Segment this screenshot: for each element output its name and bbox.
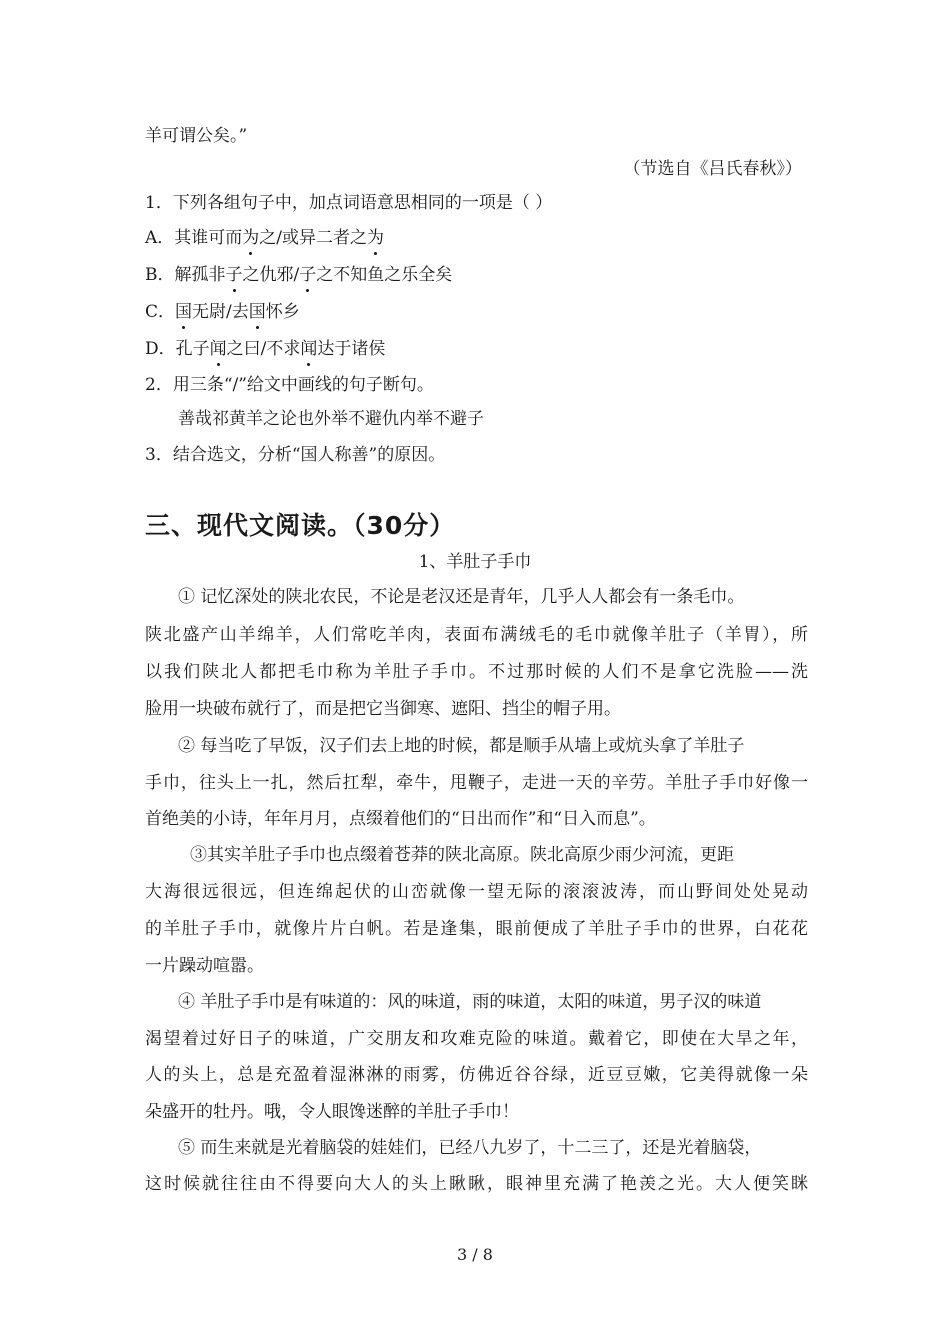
option-text: C． [145, 302, 176, 322]
paragraph-line: 这时候就往往由不得要向大人的头上瞅瞅，眼神里充满了艳羡之光。大人便笑眯 [145, 1174, 808, 1194]
option-d [145, 337, 385, 361]
option-text: 之仇邪/ [242, 265, 300, 285]
option-text: 之曰/不求 [226, 339, 301, 359]
paragraph-line: 首绝美的小诗，年年月月，点缀着他们的“日出而作”和“日入而息”。 [145, 809, 656, 829]
article-title: 1、羊肚子手巾 [418, 552, 532, 572]
dotted-word: 国 [175, 302, 193, 322]
option-text: D．孔子 [145, 339, 210, 359]
dotted-word: 子 [225, 265, 243, 285]
paragraph-line: 人的头上，总是充盈着湿淋淋的雨雾，仿佛近谷谷绿，近豆豆嫩，它美得就像一朵 [145, 1065, 808, 1085]
option-c [145, 300, 300, 324]
option-text: 怀乡 [265, 302, 300, 322]
paragraph-line: 渴望着过好日子的味道，广交朋友和攻难克险的味道。戴着它，即使在大旱之年， [145, 1029, 808, 1049]
dotted-word: 闻 [300, 339, 318, 359]
paragraph-line: 脸用一块破布就行了，而是把它当御寒、遮阳、挡尘的帽子用。 [145, 699, 621, 719]
question-3: 3．结合选文，分析“国人称善”的原因。 [145, 445, 446, 465]
paragraph-line: ① 记忆深处的陕北农民，不论是老汉还是青年，几乎人人都会有一条毛巾。 [178, 587, 745, 607]
option-a [145, 226, 384, 250]
dotted-word: 闻 [209, 339, 227, 359]
paragraph-line: 大海很远很远，但连绵起伏的山峦就像一望无际的滚滚波涛，而山野间处处晃动 [145, 882, 808, 902]
question-2-sentence: 善哉祁黄羊之论也外举不避仇内举不避子 [178, 409, 484, 429]
option-text: A．其谁可而 [145, 228, 243, 248]
paragraph-line: ⑤ 而生来就是光着脑袋的娃娃们，已经八九岁了，十二三了，还是光着脑袋， [178, 1138, 762, 1158]
previous-text-end: 羊可谓公矣。” [145, 126, 248, 146]
paragraph-line: ④ 羊肚子手巾是有味道的：风的味道，雨的味道，太阳的味道，男子汉的味道 [178, 992, 762, 1012]
option-text: B．解孤非 [145, 265, 226, 285]
source-citation: （节选自《吕氏春秋》） [623, 159, 802, 179]
dotted-word: 子 [299, 265, 317, 285]
paragraph-line: 陕北盛产山羊绵羊，人们常吃羊肉，表面布满绒毛的毛巾就像羊肚子（羊胃），所 [145, 625, 808, 645]
option-text: 达于诸侯 [317, 339, 386, 359]
paragraph-line: 朵盛开的牡丹。哦，令人眼馋迷醉的羊肚子手巾！ [145, 1102, 519, 1122]
section-heading: 三、现代文阅读。（30分） [145, 511, 456, 540]
paragraph-line: 以我们陕北人都把毛巾称为羊肚子手巾。不过那时候的人们不是拿它洗脸——洗 [145, 662, 808, 682]
paragraph-line: ② 每当吃了早饭，汉子们去上地的时候，都是顺手从墙上或炕头拿了羊肚子 [178, 736, 745, 756]
paragraph-line: ③其实羊肚子手巾也点缀着苍莽的陕北高原。陕北高原少雨少河流，更距 [190, 845, 734, 865]
dotted-word: 为 [367, 228, 385, 248]
dotted-word: 为 [242, 228, 260, 248]
option-text: 之不知鱼之乐全矣 [316, 265, 453, 285]
question-1: 1．下列各组句子中，加点词语意思相同的一项是（ ） [145, 193, 553, 213]
option-text: 之/或异二者之 [259, 228, 368, 248]
page-number: 3 / 8 [457, 1245, 493, 1264]
option-text: 无尉/去 [192, 302, 249, 322]
paragraph-line: 手巾，往头上一扎，然后扛犁，牵牛，甩鞭子，走进一天的辛劳。羊肚子手巾好像一 [145, 773, 808, 793]
paragraph-line: 一片躁动喧嚣。 [145, 956, 264, 976]
option-b [145, 263, 452, 287]
paragraph-line: 的羊肚子手巾，就像片片白帆。若是逢集，眼前便成了羊肚子手巾的世界，白花花 [145, 919, 808, 939]
question-2: 2．用三条“/”给文中画线的句子断句。 [145, 375, 434, 395]
dotted-word: 国 [248, 302, 266, 322]
